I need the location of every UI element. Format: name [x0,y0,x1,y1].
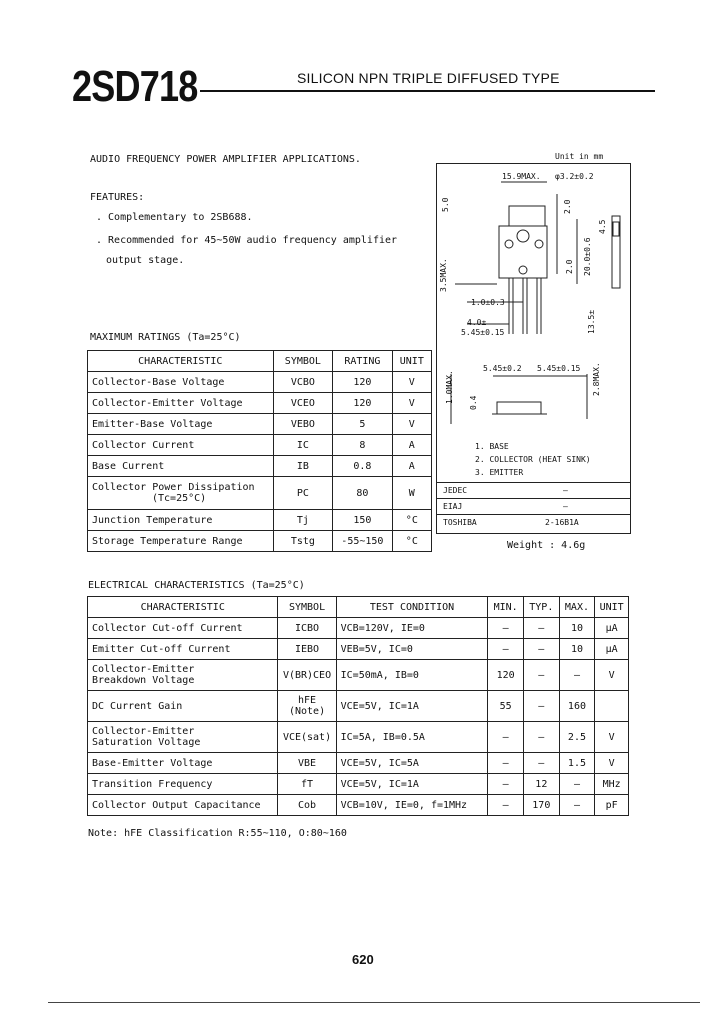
cell-symbol: fT [278,774,336,795]
column-header: TYP. [524,597,560,618]
cell-symbol: IEBO [278,639,336,660]
cell-characteristic: Collector Output Capacitance [88,795,278,816]
cell-characteristic: Base Current [88,456,274,477]
cell-rating: 5 [333,414,393,435]
cell-symbol: VBE [278,753,336,774]
dim-label: 2.8MAX. [592,362,601,396]
cell-characteristic: Junction Temperature [88,510,274,531]
cell-symbol: IC [273,435,333,456]
table-row [88,691,629,722]
std-divider [437,482,630,483]
electrical-characteristics-table [87,596,629,816]
cell-min: 120 [488,660,524,691]
cell-characteristic: Emitter Cut-off Current [88,639,278,660]
column-header: MIN. [488,597,524,618]
cell-max: 2.5 [559,722,595,753]
cell-characteristic [88,722,278,753]
table-row [88,372,432,393]
table-row [88,660,629,691]
table-row [88,477,432,510]
dim-label: 20.0±0.6 [583,237,592,276]
std-divider [437,514,630,515]
cell-rating: 8 [333,435,393,456]
cell-symbol: Tstg [273,531,333,552]
cell-characteristic: Emitter-Base Voltage [88,414,274,435]
cell-max: — [559,660,595,691]
column-header: SYMBOL [273,351,333,372]
cell-line: Collector-Emitter [92,726,195,737]
cell-typ: — [524,691,560,722]
cell-max: 160 [559,691,595,722]
page-number: 620 [352,952,374,967]
cell-rating: 120 [333,372,393,393]
cell-test-condition: VCB=120V, IE=0 [336,618,488,639]
cell-characteristic: Collector Current [88,435,274,456]
dim-label: 5.45±0.2 [483,364,522,373]
pin-label: 1. BASE [475,442,509,451]
cell-typ: 12 [524,774,560,795]
table-row [88,456,432,477]
feature-item-2: . Recommended for 45~50W audio frequency amplifier [96,235,398,246]
table-row [88,639,629,660]
dim-label: 5.45±0.15 [537,364,581,373]
weight-label: Weight : 4.6g [507,540,586,551]
cell-max: 10 [559,639,595,660]
table-row [88,393,432,414]
dim-label: 3.5MAX. [439,258,448,292]
cell-unit: V [595,660,629,691]
dim-label: 0.4 [469,395,478,410]
table-row [88,722,629,753]
dim-label: φ3.2±0.2 [555,172,594,181]
column-header: RATING [333,351,393,372]
cell-unit: A [392,456,431,477]
column-header: MAX. [559,597,595,618]
table-header-row [88,351,432,372]
cell-symbol: Cob [278,795,336,816]
elec-title: ELECTRICAL CHARACTERISTICS (Ta=25°C) [88,580,305,591]
cell-symbol: VCEO [273,393,333,414]
header-rule [200,90,655,92]
cell-test-condition: VCB=10V, IE=0, f=1MHz [336,795,488,816]
cell-test-condition: VCE=5V, IC=1A [336,774,488,795]
cell-characteristic: Collector-Emitter Voltage [88,393,274,414]
cell-typ: — [524,753,560,774]
cell-characteristic: Collector Cut-off Current [88,618,278,639]
dim-label: 4.5 [598,219,607,234]
cell-unit: °C [392,510,431,531]
cell-typ: — [524,639,560,660]
column-header: UNIT [392,351,431,372]
table-row [88,510,432,531]
cell-unit: MHz [595,774,629,795]
cell-typ: — [524,722,560,753]
cell-symbol: ICBO [278,618,336,639]
cell-unit: μA [595,639,629,660]
package-outline-box [436,163,631,534]
dim-label: 1.0MAX. [445,370,454,404]
cell-rating: 80 [333,477,393,510]
cell-symbol: VEBO [273,414,333,435]
cell-characteristic: Base-Emitter Voltage [88,753,278,774]
device-type-title: SILICON NPN TRIPLE DIFFUSED TYPE [297,70,560,86]
dim-label: 2.0 [565,259,574,274]
cell-symbol: PC [273,477,333,510]
dim-label: 2.0 [563,199,572,214]
std-name: TOSHIBA [443,518,477,527]
dim-label: 4.0± [467,318,487,327]
cell-unit: V [392,372,431,393]
feature-item-1: . Complementary to 2SB688. [96,212,253,223]
dim-label: 13.5± [587,309,596,334]
cell-characteristic: Storage Temperature Range [88,531,274,552]
cell-test-condition: IC=5A, IB=0.5A [336,722,488,753]
cell-characteristic: DC Current Gain [88,691,278,722]
std-value: 2-16B1A [545,518,579,527]
cell-line: Saturation Voltage [92,737,201,748]
application-line: AUDIO FREQUENCY POWER AMPLIFIER APPLICATIONS. [90,154,361,165]
table-row [88,414,432,435]
std-divider [437,498,630,499]
cell-min: — [488,639,524,660]
table-row [88,795,629,816]
cell-test-condition: VEB=5V, IC=0 [336,639,488,660]
dim-label: 15.9MAX. [502,172,541,181]
package-drawing [437,164,630,444]
cell-unit: V [392,393,431,414]
column-header: CHARACTERISTIC [88,597,278,618]
cell-max: 1.5 [559,753,595,774]
cell-typ: — [524,618,560,639]
std-value: — [563,486,568,495]
cell-unit [595,691,629,722]
features-title: FEATURES: [90,192,145,203]
cell-test-condition: IC=50mA, IB=0 [336,660,488,691]
cell-characteristic [88,660,278,691]
column-header: SYMBOL [278,597,336,618]
cell-max: — [559,774,595,795]
cell-min: — [488,774,524,795]
cell-characteristic: Transition Frequency [88,774,278,795]
cell-unit: pF [595,795,629,816]
cell-min: — [488,795,524,816]
cell-test-condition: VCE=5V, IC=5A [336,753,488,774]
cell-symbol: IB [273,456,333,477]
max-ratings-title: MAXIMUM RATINGS (Ta=25°C) [90,332,241,343]
cell-unit: A [392,435,431,456]
column-header: TEST CONDITION [336,597,488,618]
table-row [88,774,629,795]
cell-rating: -55~150 [333,531,393,552]
cell-max: 10 [559,618,595,639]
cell-unit: V [595,722,629,753]
cell-typ: — [524,660,560,691]
cell-line: hFE [298,695,317,706]
cell-typ: 170 [524,795,560,816]
cell-unit: V [595,753,629,774]
column-header: CHARACTERISTIC [88,351,274,372]
feature-item-2-cont: output stage. [106,255,185,266]
cell-min: — [488,722,524,753]
cell-symbol: V(BR)CEO [278,660,336,691]
table-header-row [88,597,629,618]
cell-line: (Tc=25°C) [152,493,207,504]
table-row [88,531,432,552]
cell-unit: W [392,477,431,510]
column-header: UNIT [595,597,629,618]
cell-rating: 0.8 [333,456,393,477]
cell-unit: V [392,414,431,435]
cell-characteristic: Collector-Base Voltage [88,372,274,393]
cell-unit: μA [595,618,629,639]
unit-label: Unit in mm [555,152,604,161]
cell-line: Breakdown Voltage [92,675,195,686]
cell-min: 55 [488,691,524,722]
table-row [88,435,432,456]
cell-symbol: VCBO [273,372,333,393]
cell-test-condition: VCE=5V, IC=1A [336,691,488,722]
std-value: — [563,502,568,511]
pin-label: 3. EMITTER [475,468,524,477]
footer-rule [48,1002,700,1003]
cell-unit: °C [392,531,431,552]
cell-min: — [488,753,524,774]
dim-label: 5.0 [441,197,450,212]
pin-label: 2. COLLECTOR (HEAT SINK) [475,455,591,464]
table-row [88,618,629,639]
cell-rating: 120 [333,393,393,414]
cell-line: Collector-Emitter [92,664,195,675]
cell-line: (Note) [288,706,326,717]
part-number: 2SD718 [72,62,198,111]
cell-symbol: VCE(sat) [278,722,336,753]
cell-max: — [559,795,595,816]
cell-rating: 150 [333,510,393,531]
dim-label: 1.0±0.3 [471,298,505,307]
dim-label: 5.45±0.15 [461,328,505,337]
cell-characteristic [88,477,274,510]
hfe-classification-note: Note: hFE Classification R:55~110, O:80~160 [88,828,347,839]
cell-symbol: Tj [273,510,333,531]
cell-min: — [488,618,524,639]
std-name: JEDEC [443,486,468,495]
table-row [88,753,629,774]
cell-line: Collector Power Dissipation [92,482,255,493]
max-ratings-table [87,350,432,552]
std-name: EIAJ [443,502,463,511]
cell-symbol [278,691,336,722]
